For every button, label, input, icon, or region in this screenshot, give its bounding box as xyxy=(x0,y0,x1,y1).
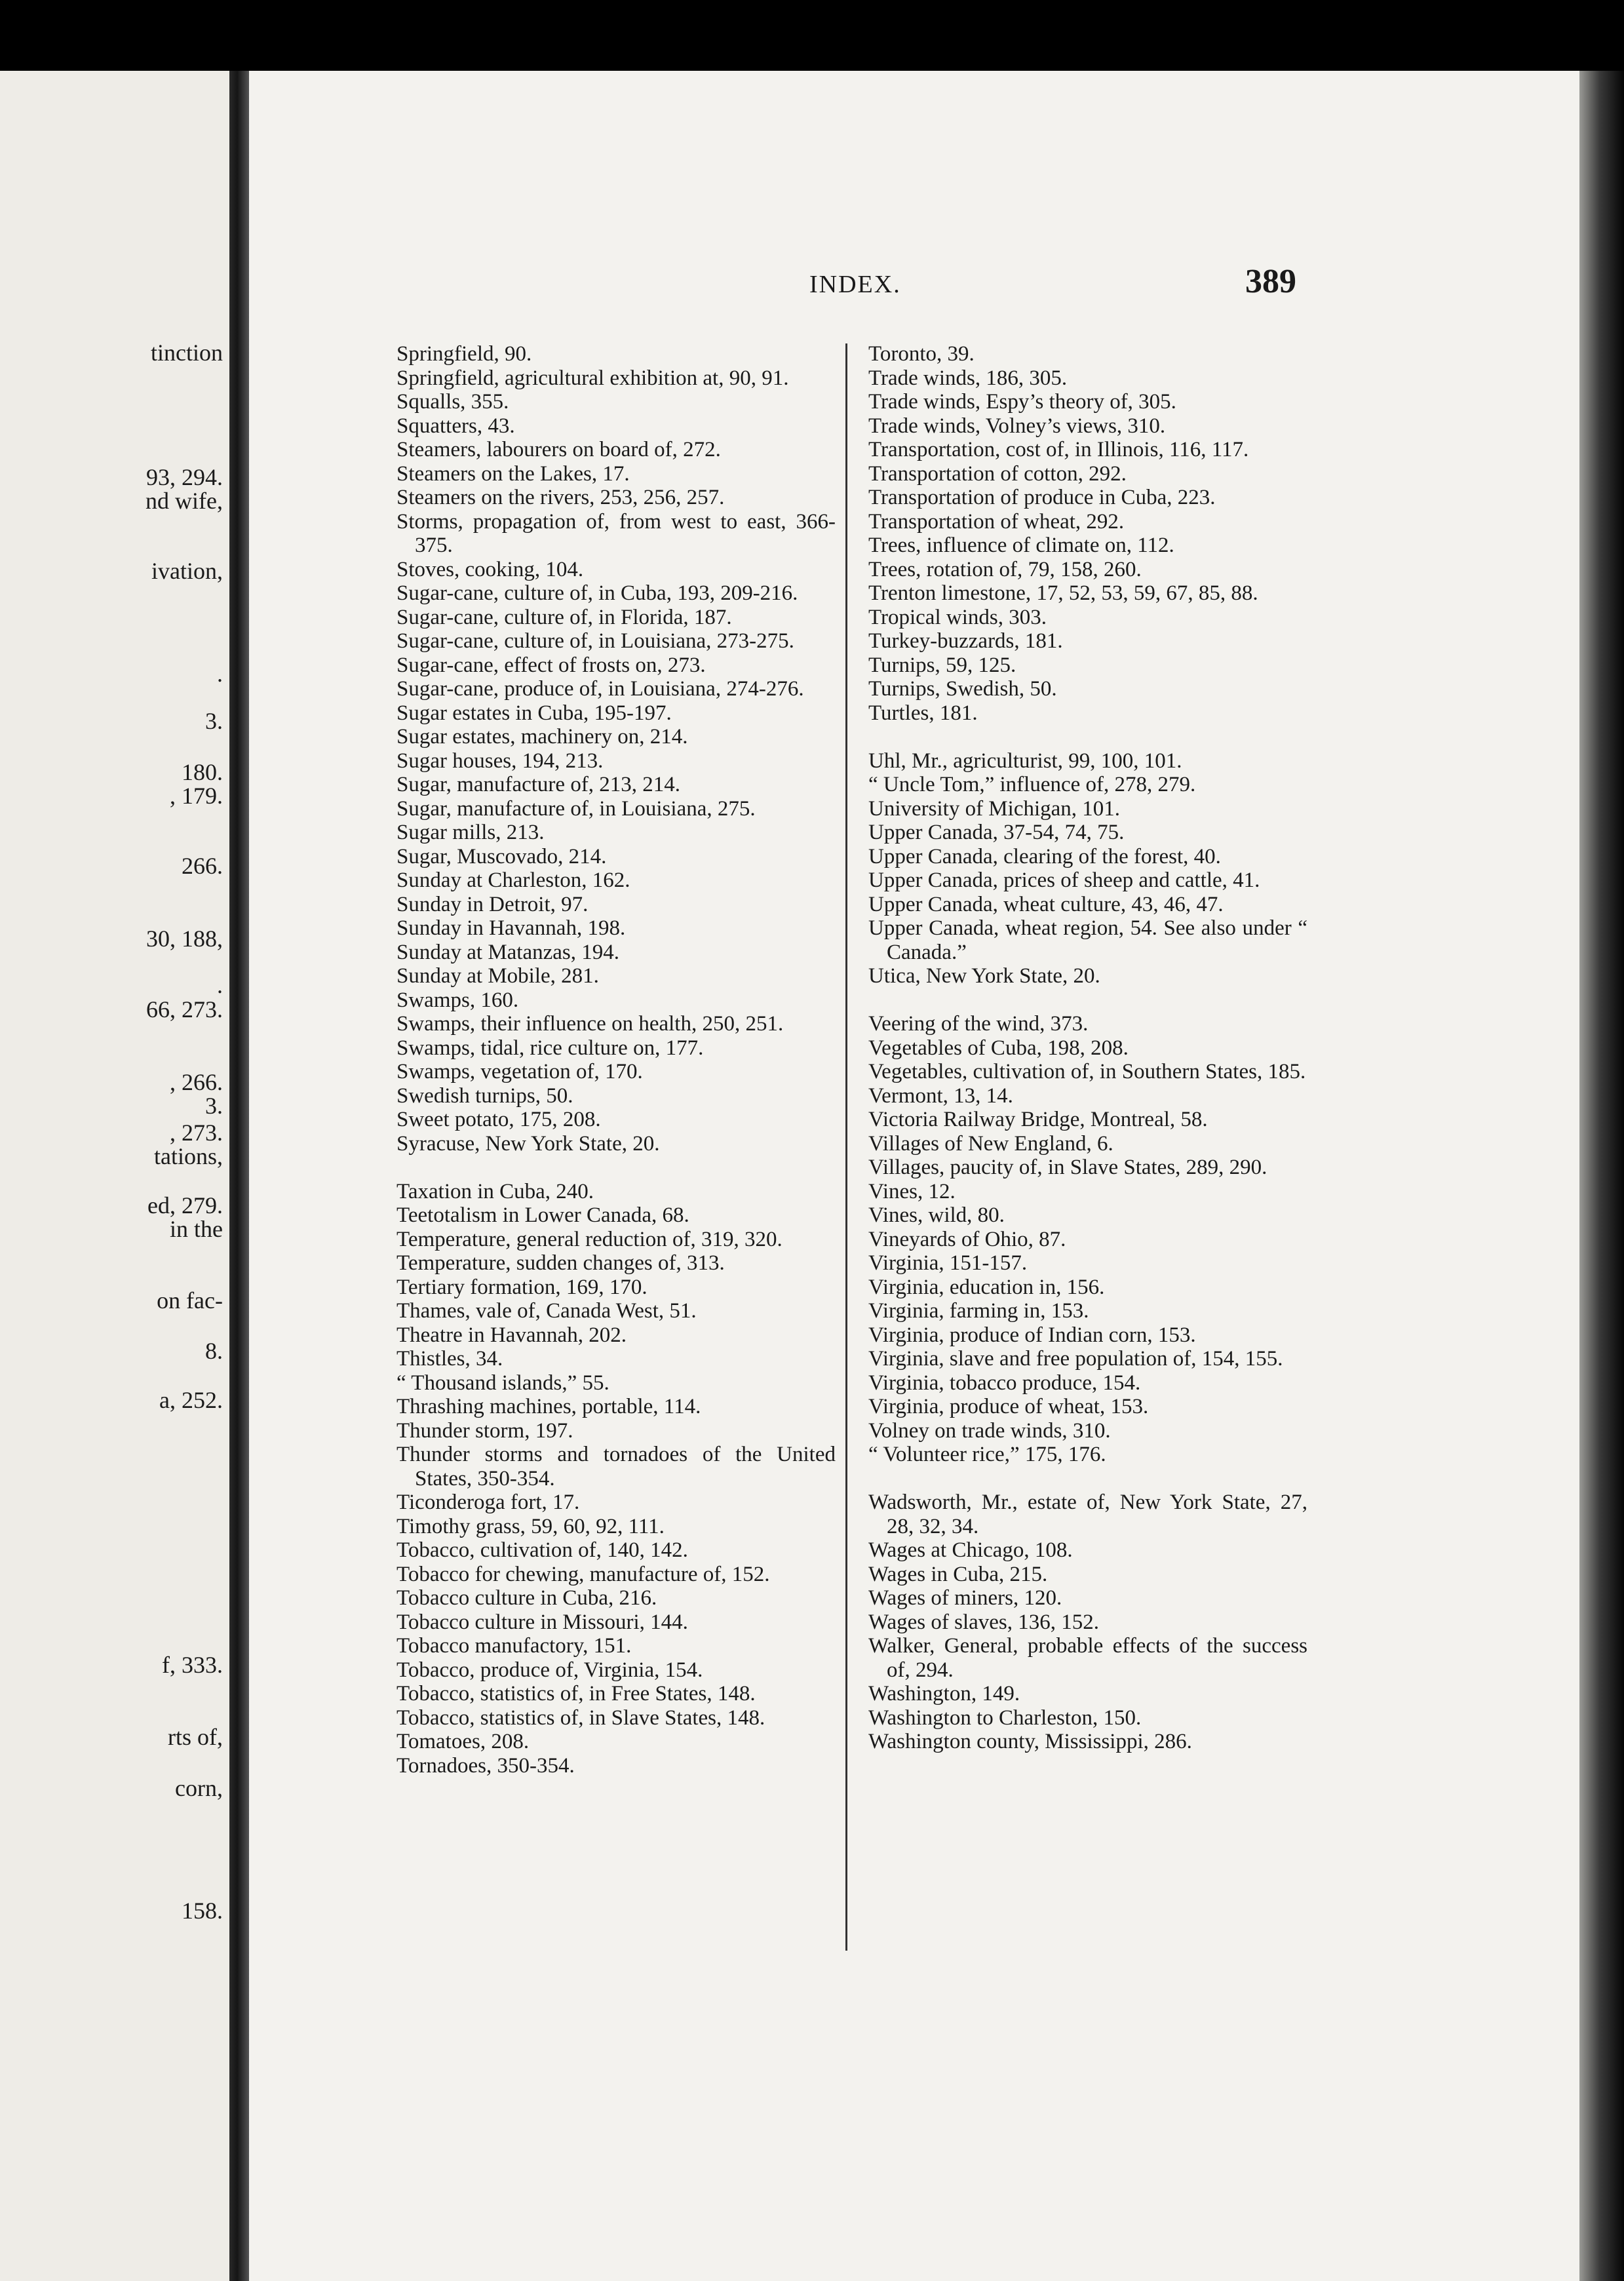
index-entry: Thrashing machines, portable, 114. xyxy=(396,1395,701,1418)
index-entry: Utica, New York State, 20. xyxy=(868,964,1100,988)
left-page-text-fragment: 93, 294. xyxy=(146,464,223,490)
index-entry: Swamps, vegetation of, 170. xyxy=(396,1060,643,1083)
index-entry: Wages at Chicago, 108. xyxy=(868,1538,1073,1562)
index-entry: Trade winds, Espy’s theory of, 305. xyxy=(868,390,1176,414)
index-entry: “ Uncle Tom,” influence of, 278, 279. xyxy=(868,773,1196,796)
index-entry: Sunday at Mobile, 281. xyxy=(396,964,599,988)
index-entry: Virginia, farming in, 153. xyxy=(868,1299,1089,1323)
left-page-text-fragment: , 273. xyxy=(170,1120,223,1146)
left-page-text-fragment: 266. xyxy=(182,853,223,879)
index-entry: Thames, vale of, Canada West, 51. xyxy=(396,1299,697,1323)
index-entry: Toronto, 39. xyxy=(868,342,975,366)
index-entry: Swedish turnips, 50. xyxy=(396,1083,573,1108)
left-page-text-fragment: nd wife, xyxy=(145,488,223,514)
index-entry: Sugar, manufacture of, in Louisiana, 275. xyxy=(396,796,756,821)
left-page-text-fragment: on fac- xyxy=(157,1287,223,1314)
index-entry: Tomatoes, 208. xyxy=(396,1730,530,1753)
index-entry: Virginia, slave and free population of, 154, 155. xyxy=(868,1347,1283,1371)
left-page-text-fragment: , 179. xyxy=(170,783,223,809)
index-entry: Temperature, sudden changes of, 313. xyxy=(396,1251,725,1275)
index-entry: Wadsworth, Mr., estate of, New York State, 27, 28, 32, 34. xyxy=(868,1491,1307,1538)
index-entry: Transportation of cotton, 292. xyxy=(868,461,1127,486)
index-entry: Swamps, tidal, rice culture on, 177. xyxy=(396,1036,704,1060)
index-entry: Timothy grass, 59, 60, 92, 111. xyxy=(396,1514,665,1538)
left-page-text-fragment: , 266. xyxy=(170,1069,223,1095)
index-entry: Sugar-cane, culture of, in Louisiana, 273-275. xyxy=(396,629,794,653)
index-entry: Tobacco culture in Missouri, 144. xyxy=(396,1610,688,1634)
index-entry: Transportation, cost of, in Illinois, 116, 117. xyxy=(868,438,1249,461)
index-entry: Sugar, manufacture of, 213, 214. xyxy=(396,773,681,796)
page-number: 389 xyxy=(1245,263,1296,300)
index-entry: Sugar-cane, effect of frosts on, 273. xyxy=(396,653,706,677)
left-page-text-fragment: a, 252. xyxy=(159,1387,223,1413)
index-entry: “ Thousand islands,” 55. xyxy=(396,1371,609,1395)
index-entry: Washington to Charleston, 150. xyxy=(868,1706,1142,1730)
index-entry: Sugar-cane, culture of, in Cuba, 193, 209-216. xyxy=(396,581,798,605)
index-entry: Swamps, their influence on health, 250, 251. xyxy=(396,1012,784,1036)
index-entry: Temperature, general reduction of, 319, 320. xyxy=(396,1227,783,1251)
index-entry: Vegetables of Cuba, 198, 208. xyxy=(868,1036,1129,1060)
left-page-text-fragment: rts of, xyxy=(168,1724,223,1750)
index-entry: Springfield, 90. xyxy=(396,342,532,366)
index-entry: Steamers, labourers on board of, 272. xyxy=(396,438,721,461)
left-page-text-fragment: . xyxy=(217,661,223,687)
left-page-edge xyxy=(0,71,229,2281)
index-entry: Squatters, 43. xyxy=(396,414,515,438)
index-entry: Vines, 12. xyxy=(868,1179,956,1203)
index-entry: Stoves, cooking, 104. xyxy=(396,557,584,581)
index-entry: Sunday at Charleston, 162. xyxy=(396,868,630,892)
index-entry: Sweet potato, 175, 208. xyxy=(396,1108,601,1131)
index-entry: “ Volunteer rice,” 175, 176. xyxy=(868,1443,1106,1466)
index-entry: Turnips, Swedish, 50. xyxy=(868,677,1057,701)
left-page-text-fragment: 3. xyxy=(205,1093,223,1119)
running-head: INDEX. xyxy=(809,271,901,298)
index-entry: Thunder storm, 197. xyxy=(396,1418,573,1443)
index-entry: Sugar estates in Cuba, 195-197. xyxy=(396,701,672,725)
index-entry: Tobacco for chewing, manufacture of, 152. xyxy=(396,1562,770,1586)
index-entry: Swamps, 160. xyxy=(396,988,519,1012)
index-entry: Tobacco, produce of, Virginia, 154. xyxy=(396,1658,703,1682)
column-divider xyxy=(845,343,847,1951)
index-entry: Virginia, tobacco produce, 154. xyxy=(868,1371,1141,1395)
index-column-left xyxy=(396,342,836,1778)
index-entry: Virginia, produce of Indian corn, 153. xyxy=(868,1323,1196,1347)
index-entry: Villages of New England, 6. xyxy=(868,1131,1113,1156)
index-entry: Virginia, 151-157. xyxy=(868,1251,1028,1275)
index-entry: Washington, 149. xyxy=(868,1682,1020,1706)
index-entry: Sugar estates, machinery on, 214. xyxy=(396,725,688,749)
index-entry: Veering of the wind, 373. xyxy=(868,1012,1089,1036)
index-entry: Transportation of wheat, 292. xyxy=(868,509,1125,534)
index-entry: Tobacco manufactory, 151. xyxy=(396,1634,632,1658)
index-entry: Ticonderoga fort, 17. xyxy=(396,1491,580,1514)
index-entry: Taxation in Cuba, 240. xyxy=(396,1179,594,1203)
index-entry: Trenton limestone, 17, 52, 53, 59, 67, 85, 88. xyxy=(868,581,1258,605)
index-entry: Vines, wild, 80. xyxy=(868,1203,1005,1227)
index-entry: Tobacco, cultivation of, 140, 142. xyxy=(396,1538,688,1562)
index-entry: Sunday in Havannah, 198. xyxy=(396,916,626,940)
index-entry: Steamers on the Lakes, 17. xyxy=(396,461,630,486)
index-entry: Sunday in Detroit, 97. xyxy=(396,892,589,916)
index-entry: Vermont, 13, 14. xyxy=(868,1083,1013,1108)
left-page-text-fragment: 66, 273. xyxy=(146,996,223,1023)
left-page-text-fragment: tinction xyxy=(151,340,223,366)
index-entry: Virginia, produce of wheat, 153. xyxy=(868,1395,1149,1418)
index-entry: Thistles, 34. xyxy=(396,1347,503,1371)
left-page-text-fragment: ivation, xyxy=(151,558,223,584)
index-entry: Sugar-cane, culture of, in Florida, 187. xyxy=(396,605,732,629)
right-page-edge xyxy=(1579,71,1624,2281)
index-entry: Storms, propagation of, from west to east, 366-375. xyxy=(396,509,836,557)
index-entry: Tertiary formation, 169, 170. xyxy=(396,1275,648,1299)
index-entry: Theatre in Havannah, 202. xyxy=(396,1323,627,1347)
index-entry: Teetotalism in Lower Canada, 68. xyxy=(396,1203,689,1227)
index-entry: Volney on trade winds, 310. xyxy=(868,1418,1111,1443)
index-entry: Thunder storms and tornadoes of the United States, 350-354. xyxy=(396,1443,836,1491)
index-entry: Wages in Cuba, 215. xyxy=(868,1562,1048,1586)
index-entry: Syracuse, New York State, 20. xyxy=(396,1131,660,1156)
left-page-text-fragment: 158. xyxy=(182,1898,223,1924)
index-entry: Sugar, Muscovado, 214. xyxy=(396,844,607,868)
index-entry: Victoria Railway Bridge, Montreal, 58. xyxy=(868,1108,1208,1131)
index-entry: Tobacco, statistics of, in Free States, 148. xyxy=(396,1682,756,1706)
left-page-text-fragment: corn, xyxy=(175,1775,223,1801)
index-entry: Uhl, Mr., agriculturist, 99, 100, 101. xyxy=(868,749,1182,773)
index-entry: Turkey-buzzards, 181. xyxy=(868,629,1063,653)
index-entry: Upper Canada, wheat culture, 43, 46, 47. xyxy=(868,892,1224,916)
index-entry: University of Michigan, 101. xyxy=(868,796,1121,821)
index-entry: Steamers on the rivers, 253, 256, 257. xyxy=(396,486,725,509)
index-entry: Villages, paucity of, in Slave States, 289, 290. xyxy=(868,1156,1267,1179)
index-entry: Squalls, 355. xyxy=(396,390,509,414)
index-entry: Upper Canada, prices of sheep and cattle, 41. xyxy=(868,868,1260,892)
index-entry: Washington county, Mississippi, 286. xyxy=(868,1730,1192,1753)
index-entry: Trees, rotation of, 79, 158, 260. xyxy=(868,557,1142,581)
left-page-text-fragment: 3. xyxy=(205,708,223,734)
left-page-text-fragment: in the xyxy=(170,1216,223,1242)
index-entry: Upper Canada, wheat region, 54. See also under “ Canada.” xyxy=(868,916,1307,964)
left-page-text-fragment: tations, xyxy=(154,1143,223,1169)
index-entry: Wages of slaves, 136, 152. xyxy=(868,1610,1100,1634)
left-page-text-fragment: 180. xyxy=(182,759,223,785)
index-entry: Tropical winds, 303. xyxy=(868,605,1047,629)
index-entry: Upper Canada, clearing of the forest, 40. xyxy=(868,844,1221,868)
index-entry: Walker, General, probable effects of the success of, 294. xyxy=(868,1634,1307,1682)
index-entry: Trade winds, Volney’s views, 310. xyxy=(868,414,1166,438)
index-entry: Tobacco culture in Cuba, 216. xyxy=(396,1586,657,1610)
index-column-right xyxy=(868,342,1307,1754)
left-page-text-fragment: 30, 188, xyxy=(146,926,223,952)
index-entry: Upper Canada, 37-54, 74, 75. xyxy=(868,821,1125,844)
index-entry: Trade winds, 186, 305. xyxy=(868,366,1068,390)
index-entry: Transportation of produce in Cuba, 223. xyxy=(868,486,1216,509)
index-entry: Tobacco, statistics of, in Slave States, 148. xyxy=(396,1706,765,1730)
index-entry: Wages of miners, 120. xyxy=(868,1586,1062,1610)
index-entry: Sugar mills, 213. xyxy=(396,821,545,844)
index-entry: Springfield, agricultural exhibition at, 90, 91. xyxy=(396,366,789,390)
index-entry: Sugar-cane, produce of, in Louisiana, 274-276. xyxy=(396,677,804,701)
index-entry: Vegetables, cultivation of, in Southern States, 185. xyxy=(868,1060,1306,1083)
index-entry: Turnips, 59, 125. xyxy=(868,653,1016,677)
left-page-text-fragment: f, 333. xyxy=(162,1652,223,1678)
left-page-text-fragment: . xyxy=(217,972,223,998)
index-entry: Virginia, education in, 156. xyxy=(868,1275,1105,1299)
index-entry: Sunday at Matanzas, 194. xyxy=(396,940,620,964)
left-page-text-fragment: 8. xyxy=(205,1338,223,1364)
index-entry: Tornadoes, 350-354. xyxy=(396,1753,575,1778)
left-page-text-fragment: ed, 279. xyxy=(147,1192,223,1218)
index-entry: Turtles, 181. xyxy=(868,701,978,725)
book-gutter xyxy=(229,71,249,2281)
index-entry: Sugar houses, 194, 213. xyxy=(396,749,604,773)
index-entry: Trees, influence of climate on, 112. xyxy=(868,534,1174,557)
index-entry: Vineyards of Ohio, 87. xyxy=(868,1227,1066,1251)
